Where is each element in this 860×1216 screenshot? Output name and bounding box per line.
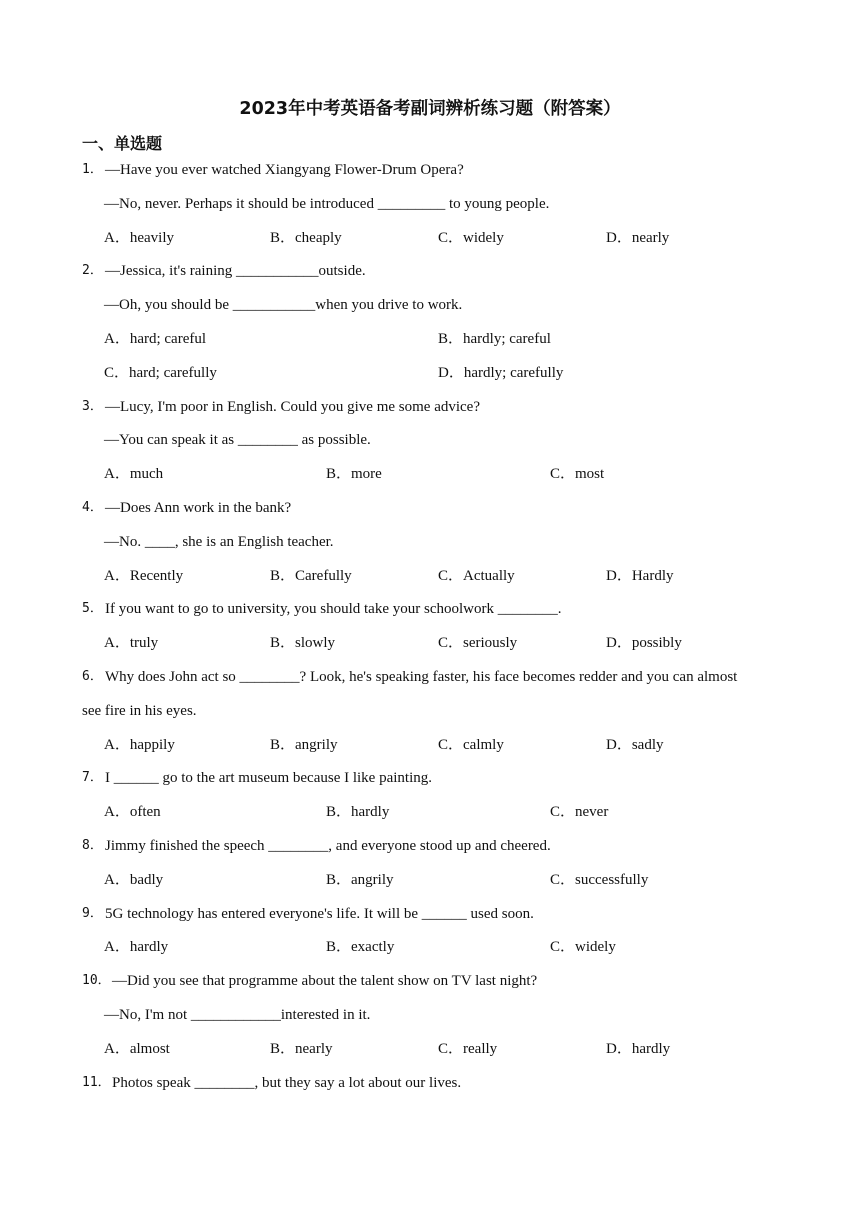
question-text: If you want to go to university, you should take your schoolwork ________. xyxy=(105,601,562,618)
question-number: 7． xyxy=(82,770,103,786)
question-text: —Did you see that programme about the talent show on TV last night? xyxy=(112,973,538,990)
question-text: —Does Ann work in the bank? xyxy=(105,500,292,516)
answer-option[interactable]: C．really xyxy=(438,1040,498,1057)
answer-option[interactable]: C．hard; carefully xyxy=(104,364,217,381)
question-number: 4． xyxy=(82,500,103,515)
question-text-continued: see fire in his eyes. xyxy=(82,702,197,719)
question-number: 3． xyxy=(82,398,103,414)
answer-option[interactable]: A．happily xyxy=(104,736,175,753)
question-text: I ______ go to the art museum because I like painting. xyxy=(105,770,433,787)
answer-option[interactable]: A．Recently xyxy=(104,567,184,584)
question-text: Jimmy finished the speech ________, and everyone stood up and cheered. xyxy=(105,838,551,854)
answer-option[interactable]: A．hardly xyxy=(104,939,169,956)
dialog-line: —You can speak it as ________ as possible. xyxy=(104,432,371,449)
answer-option[interactable]: B．hardly xyxy=(326,804,390,821)
question-number: 5． xyxy=(82,601,103,617)
answer-option[interactable]: B．cheaply xyxy=(270,229,342,246)
answer-option[interactable]: C．Actually xyxy=(438,567,515,584)
answer-option[interactable]: B．angrily xyxy=(270,736,338,753)
question-text: —Jessica, it's raining ___________outside. xyxy=(105,263,366,280)
page-title: 2023年中考英语备考副词辨析练习题（附答案） xyxy=(239,99,621,119)
answer-option[interactable]: D．possibly xyxy=(606,635,682,652)
question-text: Why does John act so ________? Look, he's speaking faster, his face becomes redder and you can almost xyxy=(105,669,738,685)
answer-option[interactable]: C．most xyxy=(550,466,605,483)
answer-option[interactable]: A．badly xyxy=(104,871,164,888)
answer-option[interactable]: C．successfully xyxy=(550,871,649,888)
answer-option[interactable]: A．often xyxy=(104,804,161,821)
answer-option[interactable]: D．nearly xyxy=(606,229,670,246)
question-text: —Lucy, I'm poor in English. Could you give me some advice? xyxy=(105,398,480,415)
answer-option[interactable]: C．seriously xyxy=(438,635,518,652)
answer-option[interactable]: A．hard; careful xyxy=(104,331,207,347)
question-number: 10． xyxy=(82,973,111,989)
answer-option[interactable]: C．never xyxy=(550,804,609,821)
dialog-line: —No, never. Perhaps it should be introduced _________ to young people. xyxy=(104,195,550,212)
answer-option[interactable]: A．much xyxy=(104,466,164,483)
answer-option[interactable]: D．hardly xyxy=(606,1040,671,1057)
dialog-line: —Oh, you should be ___________when you drive to work. xyxy=(104,297,463,314)
question-text: Photos speak ________, but they say a lot about our lives. xyxy=(112,1074,462,1091)
question-number: 11． xyxy=(82,1074,111,1090)
answer-option[interactable]: A．truly xyxy=(104,635,159,652)
answer-option[interactable]: A．heavily xyxy=(104,229,174,246)
answer-option[interactable]: B．hardly; careful xyxy=(438,331,551,347)
question-number: 1． xyxy=(82,162,103,177)
answer-option[interactable]: B．Carefully xyxy=(270,567,352,584)
answer-option[interactable]: C．calmly xyxy=(438,736,504,753)
dialog-line: —No, I'm not ____________interested in it. xyxy=(104,1007,371,1023)
question-number: 2． xyxy=(82,263,103,279)
question-number: 8． xyxy=(82,838,103,853)
answer-option[interactable]: A．almost xyxy=(104,1040,170,1057)
question-text: —Have you ever watched Xiangyang Flower-Drum Opera? xyxy=(105,162,464,178)
answer-option[interactable]: B．angrily xyxy=(326,871,394,888)
section-heading: 一、单选题 xyxy=(82,134,163,153)
answer-option[interactable]: C．widely xyxy=(550,939,616,956)
answer-option[interactable]: D．Hardly xyxy=(606,567,674,584)
answer-option[interactable]: C．widely xyxy=(438,229,504,246)
dialog-line: —No. ____, she is an English teacher. xyxy=(104,533,334,550)
question-number: 9． xyxy=(82,905,103,921)
answer-option[interactable]: D．hardly; carefully xyxy=(438,364,564,381)
answer-option[interactable]: B．slowly xyxy=(270,635,336,652)
answer-option[interactable]: B．more xyxy=(326,466,382,483)
question-number: 6． xyxy=(82,669,103,684)
answer-option[interactable]: B．nearly xyxy=(270,1040,333,1057)
answer-option[interactable]: B．exactly xyxy=(326,939,395,956)
answer-option[interactable]: D．sadly xyxy=(606,736,664,753)
question-text: 5G technology has entered everyone's life. It will be ______ used soon. xyxy=(105,905,534,922)
